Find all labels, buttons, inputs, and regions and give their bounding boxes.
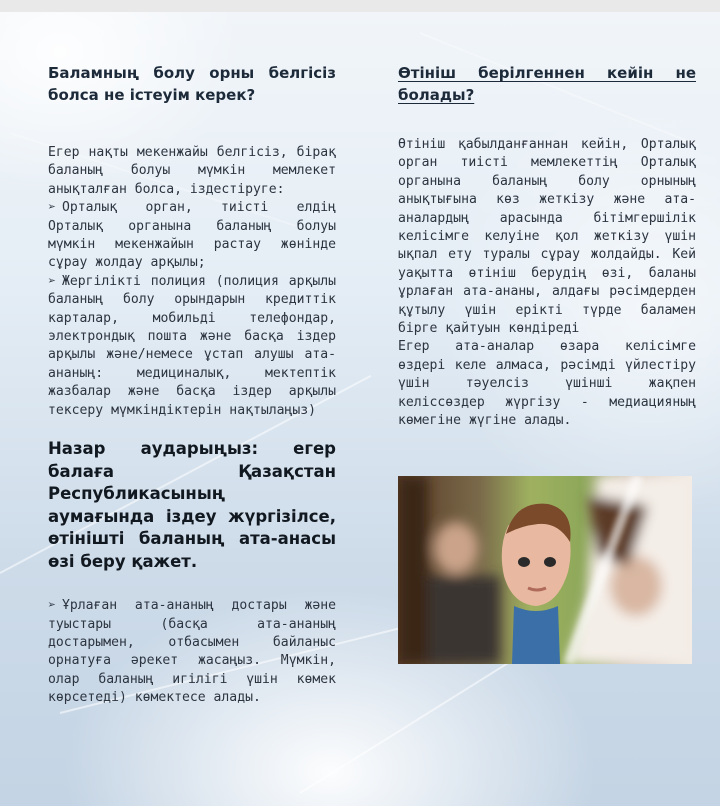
bullet-arrow-icon: ➢	[48, 273, 56, 289]
left-heading: Баламның болу орны белгісіз болса не істеуім керек?	[48, 64, 336, 104]
left-column	[48, 62, 336, 708]
attention-note: Назар аударыңыз: егер балаға Қазақстан Республикасының аумағында іздеу жүргізілсе, өтінішті баланың ата-анасы өзі беру қажет.	[48, 439, 336, 571]
right-paragraph-1: Өтініш қабылданғаннан кейін, Орталық орган тиісті мемлекеттің Орталық органына баланың болу орнының анықтығына көз жеткізу және ата-аналардың арасында бітімгершілік келісімге келуіне қол жеткізу үшін ықпал ету туралы сұрау жолдайды. Кей уақытта өтініш берудің өзі, баланы ұрлаған ата-ананы, алдағы рәсімдерден құтылу үшін ерікті түрде баламен бірге қайтуын көндіреді	[398, 137, 696, 337]
left-bullet-3-text: Ұрлаған ата-ананың достары және туыстары (басқа ата-ананың достарымен, отбасымен байланыс орнатуға әрекет жасаңыз. Мүмкін, олар баланың игілігі үшін көмек көрсетеді) көмектесе алады.	[48, 598, 336, 706]
left-intro: Егер нақты мекенжайы белгісіз, бірақ баланың болуы мүмкін мемлекет анықталған болса, іздестіруге:	[48, 145, 336, 197]
child-photo-illustration	[398, 476, 692, 664]
left-bullet-3	[48, 597, 336, 707]
left-bullet-2	[48, 273, 336, 420]
bullet-arrow-icon: ➢	[48, 598, 56, 614]
brochure-page	[0, 12, 720, 806]
left-bullet-1	[48, 199, 336, 273]
left-bullet-2-text: Жергілікті полиция (полиция арқылы баланың болу орындарын кредиттік карталар, мобильді телефондар, электрондық пошта және басқа іздер арқылы және/немесе ұстап алушы ата-ананың: медициналық, мектептік жазбалар және басқа іздер арқылы тексеру мүмкіндіктерін нақтылаңыз)	[48, 273, 336, 418]
left-bullet-1-text: Орталық орган, тиісті елдің Орталық органына баланың болуы мүмкін мекенжайын растау жөнінде сұрау жолдау арқылы;	[48, 200, 336, 271]
bullet-arrow-icon: ➢	[48, 200, 56, 216]
right-column	[398, 62, 696, 431]
right-heading: Өтініш берілгеннен кейін не болады?	[398, 64, 696, 104]
right-paragraph-2: Егер ата-аналар өзара келісімге өздері келе алмаса, рәсімді үйлестіру үшін тәуелсіз үшінші жақпен келіссөздер жүргізу - медиацияның көмегіне жүгіне алады.	[398, 339, 696, 429]
child-photo	[398, 476, 692, 664]
